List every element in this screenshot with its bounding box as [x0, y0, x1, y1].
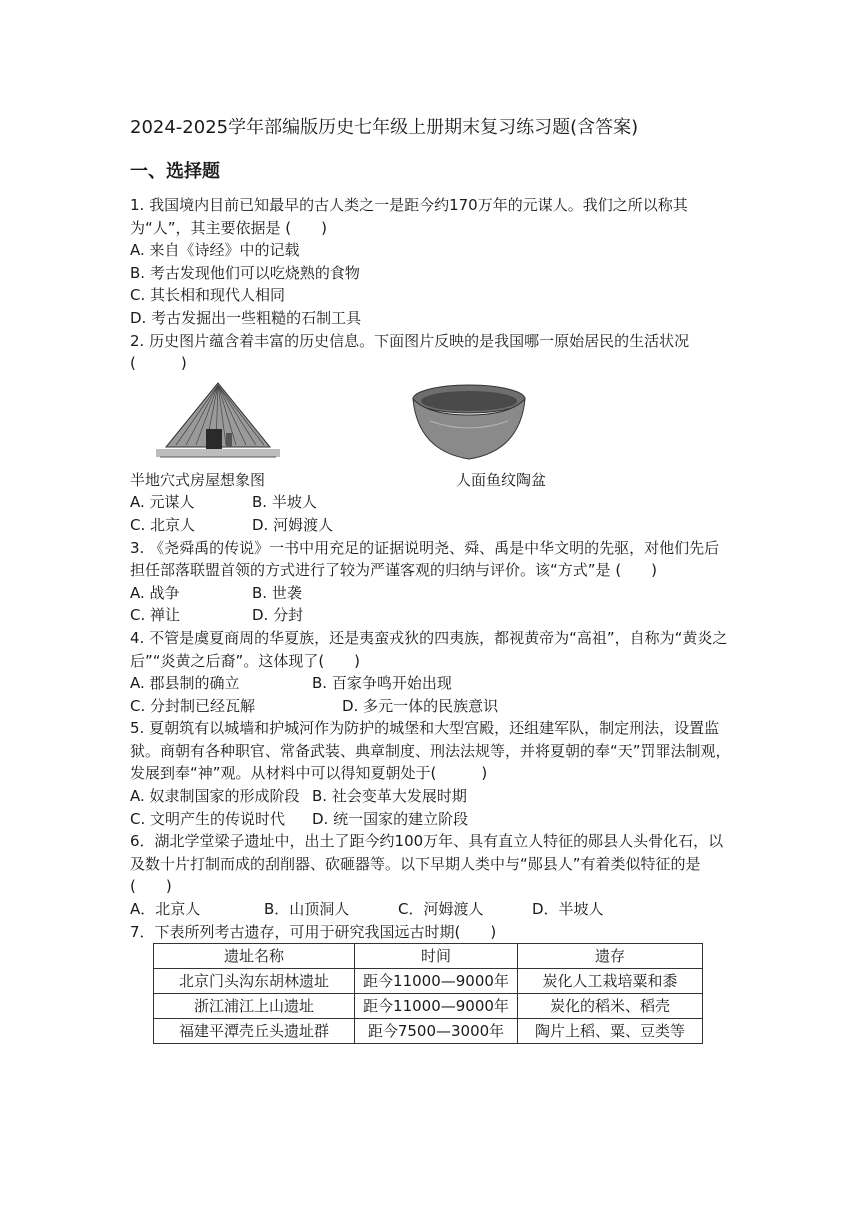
question-2-option-b: B. 半坡人 — [252, 493, 317, 512]
question-4-option-b: B. 百家争鸣开始出现 — [312, 674, 452, 693]
pottery-basin-image — [410, 381, 528, 465]
question-6-option-d: D．半坡人 — [532, 900, 604, 919]
question-1-stem: 1. 我国境内目前已知最早的古人类之一是距今约170万年的元谋人。我们之所以称其为“人”，其主要依据是 ( ) — [130, 196, 688, 237]
section-heading: 一、选择题 — [130, 161, 220, 182]
question-6-stem: 6．湖北学堂梁子遗址中，出土了距今约100万年、具有直立人特征的郧县人头骨化石，以及数十片打制而成的刮削器、砍砸器等。以下早期人类中与“郧县人”有着类似特征的是( ) — [130, 832, 724, 896]
question-3-options-row-2 — [130, 604, 732, 627]
question-3-option-b: B. 世袭 — [252, 583, 302, 602]
question-3-option-d: D. 分封 — [252, 606, 304, 625]
question-5-option-b: B. 社会变革大发展时期 — [312, 787, 467, 806]
table-header: 时间 — [355, 944, 518, 969]
question-2-options-row-2 — [130, 514, 732, 537]
question-4-option-c: C. 分封制已经瓦解 — [130, 696, 256, 715]
question-4-option-d: D. 多元一体的民族意识 — [342, 696, 499, 715]
question-3-option-a: A. 战争 — [130, 583, 180, 602]
table-header: 遗存 — [518, 944, 703, 969]
table-cell: 炭化的稻米、稻壳 — [518, 994, 703, 1019]
question-2-option-c: C. 北京人 — [130, 515, 196, 534]
question-5-options-row-1 — [130, 785, 732, 808]
question-4-stem: 4. 不管是虞夏商周的华夏族，还是夷蛮戎狄的四夷族，都视黄帝为“高祖”，自称为“黄炎之后”“炎黄之后裔”。这体现了( ) — [130, 628, 728, 670]
question-1-option-d: D. 考古发掘出一些粗糙的石制工具 — [130, 308, 362, 327]
table-cell: 北京门头沟东胡林遗址 — [154, 969, 355, 994]
question-3-stem: 3. 《尧舜禹的传说》一书中用充足的证据说明尧、舜、禹是中华文明的先驱，对他们先后担任部落联盟首领的方式进行了较为严谨客观的归纳与评价。该“方式”是 ( ) — [130, 538, 720, 580]
question-1-option-a: A. 来自《诗经》中的记载 — [130, 241, 300, 260]
question-5-stem: 5. 夏朝筑有以城墙和护城河作为防护的城堡和大型宫殿，还组建军队，制定刑法，设置监狱。商朝有各种职官、常备武装、典章制度、刑法法规等，并将夏朝的奉“天”罚罪法制观，发展到奉“神”观。从材料中可以得知夏朝处于( ) — [130, 719, 731, 783]
house-caption: 半地穴式房屋想象图 — [130, 470, 266, 489]
question-4-option-a: A. 郡县制的确立 — [130, 674, 240, 693]
question-2-captions — [130, 469, 732, 492]
table-cell: 福建平潭壳丘头遗址群 — [154, 1019, 355, 1044]
question-4-options-row-2 — [130, 695, 732, 718]
table-cell: 陶片上稻、粟、豆类等 — [518, 1019, 703, 1044]
question-6-option-b: B．山顶洞人 — [264, 900, 350, 919]
table-cell: 浙江浦江上山遗址 — [154, 994, 355, 1019]
question-5-option-d: D. 统一国家的建立阶段 — [312, 809, 469, 828]
question-list — [130, 194, 732, 1044]
question-3-options-row-1 — [130, 582, 732, 605]
question-2-images — [130, 375, 732, 469]
question-5-option-c: C. 文明产生的传说时代 — [130, 809, 286, 828]
page-title: 2024-2025学年部编版历史七年级上册期末复习练习题(含答案) — [130, 117, 639, 138]
table-row — [154, 994, 703, 1019]
question-1-option-c: C. 其长相和现代人相同 — [130, 286, 286, 305]
question-5-option-a: A. 奴隶制国家的形成阶段 — [130, 787, 300, 806]
basin-caption: 人面鱼纹陶盆 — [456, 470, 547, 489]
table-row — [154, 1019, 703, 1044]
table-row — [154, 969, 703, 994]
table-cell: 距今11000—9000年 — [355, 994, 518, 1019]
question-6-option-a: A．北京人 — [130, 900, 201, 919]
question-5-options-row-2 — [130, 808, 732, 831]
question-2-options-row-1 — [130, 491, 732, 514]
question-6-option-c: C．河姆渡人 — [398, 900, 484, 919]
question-7-stem: 7．下表所列考古遗存，可用于研究我国远古时期( ) — [130, 922, 497, 941]
question-4-options-row-1 — [130, 672, 732, 695]
question-2-option-a: A. 元谋人 — [130, 493, 195, 512]
semi-subterranean-house-image — [156, 381, 280, 465]
question-2-stem: 2. 历史图片蕴含着丰富的历史信息。下面图片反映的是我国哪一原始居民的生活状况( ) — [130, 331, 690, 373]
question-3-option-c: C. 禅让 — [130, 606, 181, 625]
question-2-option-d: D. 河姆渡人 — [252, 515, 334, 534]
question-1-option-b: B. 考古发现他们可以吃烧熟的食物 — [130, 263, 360, 282]
question-6-options — [130, 898, 732, 921]
table-cell: 距今11000—9000年 — [355, 969, 518, 994]
archaeology-table — [153, 943, 703, 1044]
table-cell: 距今7500—3000年 — [355, 1019, 518, 1044]
table-header-row — [154, 944, 703, 969]
table-cell: 炭化人工栽培粟和黍 — [518, 969, 703, 994]
table-header: 遗址名称 — [154, 944, 355, 969]
